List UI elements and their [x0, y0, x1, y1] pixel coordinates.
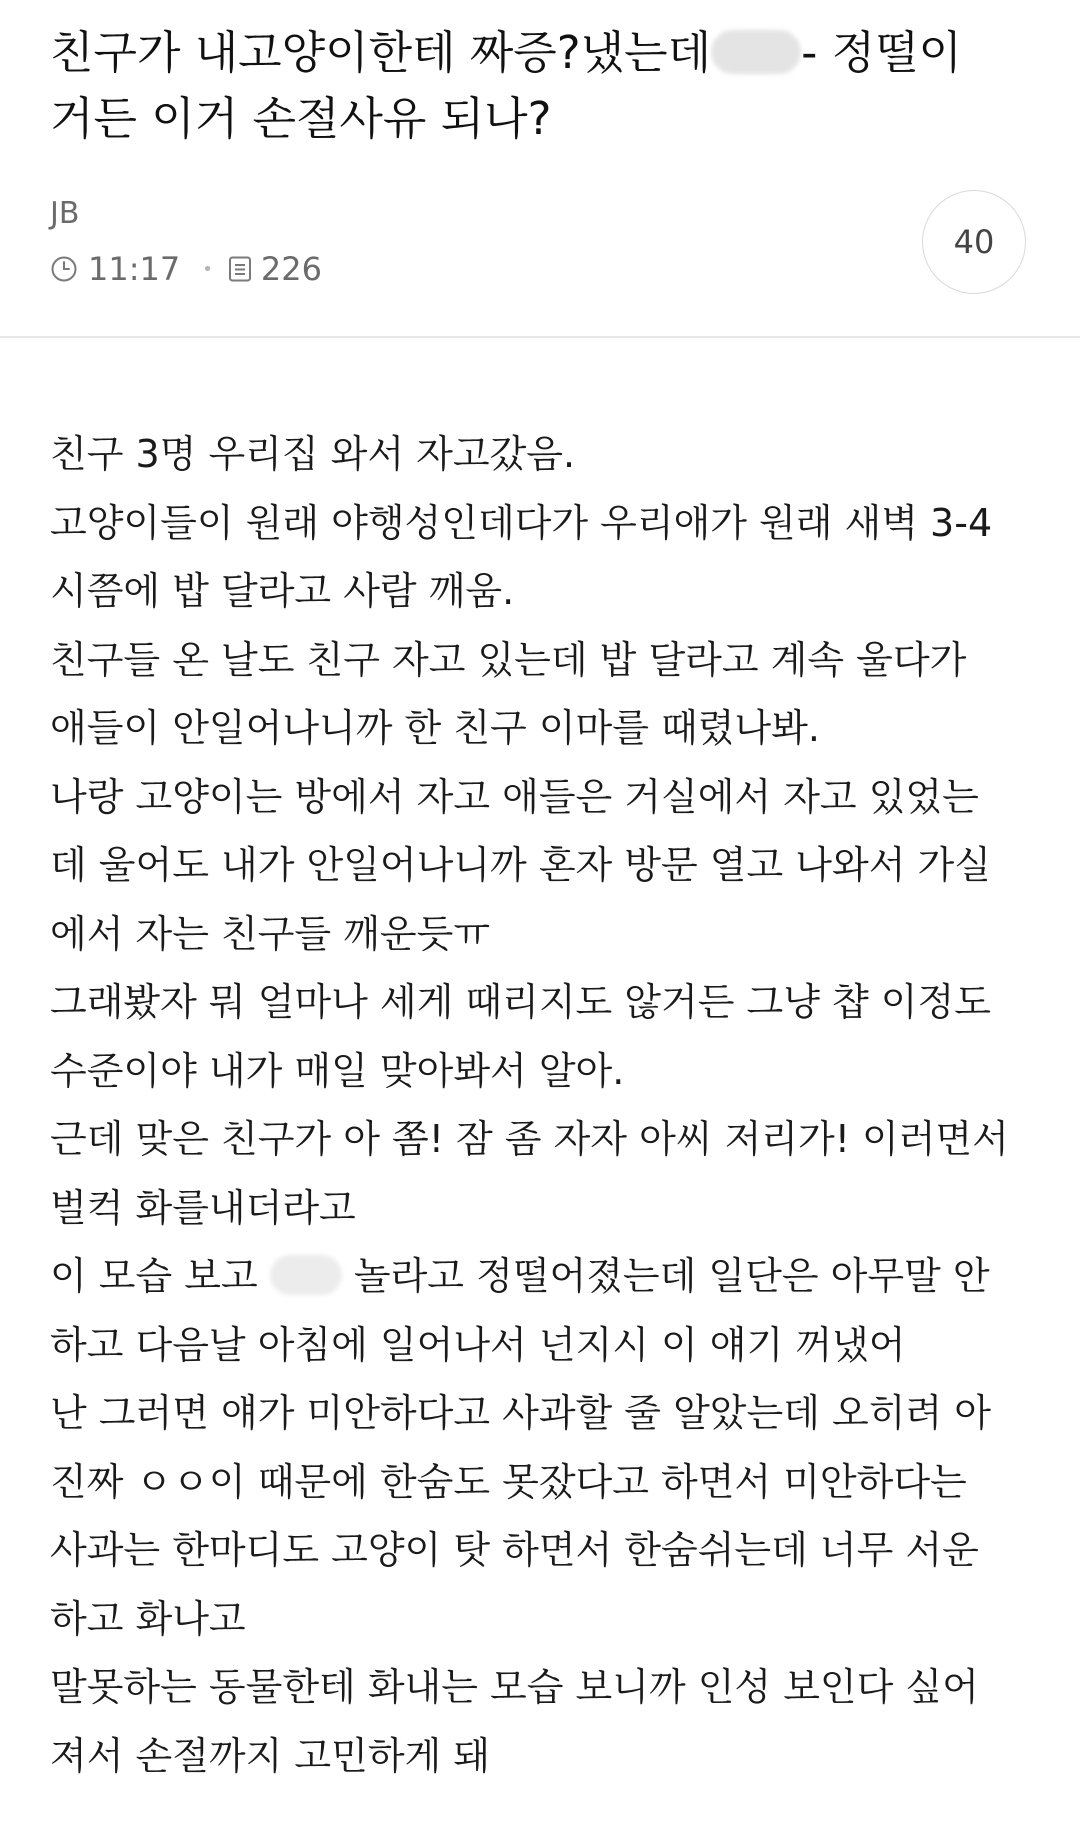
post-title-part3: 거든 이거 손절사유 되나? [50, 92, 552, 145]
post-header [0, 0, 1080, 338]
body-line: 져서 손절까지 고민하게 돼 [50, 1733, 491, 1778]
post-title [50, 20, 1010, 152]
body-line: 친구 3명 우리집 와서 자고갔음. [50, 432, 576, 476]
post-title-part1: 친구가 내고양이한테 짜증?냈는데 [50, 26, 712, 79]
body-line: 진짜 ㅇㅇ이 때문에 한숨도 못잤다고 하면서 미안하다는 [50, 1459, 967, 1504]
body-line-start: 이 모습 보고 [50, 1254, 270, 1298]
body-line: 그래봤자 뭐 얼마나 세게 때리지도 않거든 그냥 챱 이정도 [50, 980, 991, 1024]
body-line: 나랑 고양이는 방에서 자고 애들은 거실에서 자고 있었는 [50, 774, 979, 819]
post-meta [50, 250, 322, 288]
body-line: 데 울어도 내가 안일어나니까 혼자 방문 열고 나와서 가실 [50, 843, 991, 887]
meta-separator: • [202, 258, 213, 280]
author-name[interactable]: JB [50, 196, 80, 231]
body-line: 수준이야 내가 매일 맞아봐서 알아. [50, 1048, 625, 1093]
body-line-end: 놀라고 정떨어졌는데 일단은 아무말 안 [353, 1254, 990, 1298]
body-line: 벌컥 화를내더라고 [50, 1185, 356, 1230]
redacted-blur [711, 30, 801, 74]
post-time: 11:17 [88, 250, 181, 288]
post-body [50, 420, 1050, 1790]
clock-icon [50, 255, 78, 283]
body-line: 하고 화나고 [50, 1596, 246, 1641]
body-line: 친구들 온 날도 친구 자고 있는데 밥 달라고 계속 울다가 [50, 637, 967, 682]
body-line: 에서 자는 친구들 깨운듯ㅠ [50, 911, 491, 956]
body-line: 말못하는 동물한테 화내는 모습 보니까 인성 보인다 싶어 [50, 1665, 979, 1709]
document-icon [227, 255, 253, 283]
comment-count-button[interactable]: 40 [922, 190, 1026, 294]
redacted-blur [270, 1255, 342, 1295]
post-title-part2: - 정떨이 [801, 26, 963, 79]
body-line: 하고 다음날 아침에 일어나서 넌지시 이 얘기 꺼냈어 [50, 1322, 906, 1367]
view-count: 226 [260, 250, 322, 288]
body-line: 고양이들이 원래 야행성인데다가 우리애가 원래 새벽 3-4 [50, 500, 993, 545]
body-line: 시쯤에 밥 달라고 사람 깨움. [50, 569, 515, 613]
header-divider [0, 336, 1080, 338]
body-line: 사과는 한마디도 고양이 탓 하면서 한숨쉬는데 너무 서운 [50, 1528, 979, 1572]
body-line [50, 1242, 1050, 1311]
body-line: 애들이 안일어나니까 한 친구 이마를 때렸나봐. [50, 706, 820, 750]
body-line: 근데 맞은 친구가 아 쫌! 잠 좀 자자 아씨 저리가! 이러면서 [50, 1117, 1009, 1161]
body-line: 난 그러면 얘가 미안하다고 사과할 줄 알았는데 오히려 아 [50, 1391, 991, 1435]
